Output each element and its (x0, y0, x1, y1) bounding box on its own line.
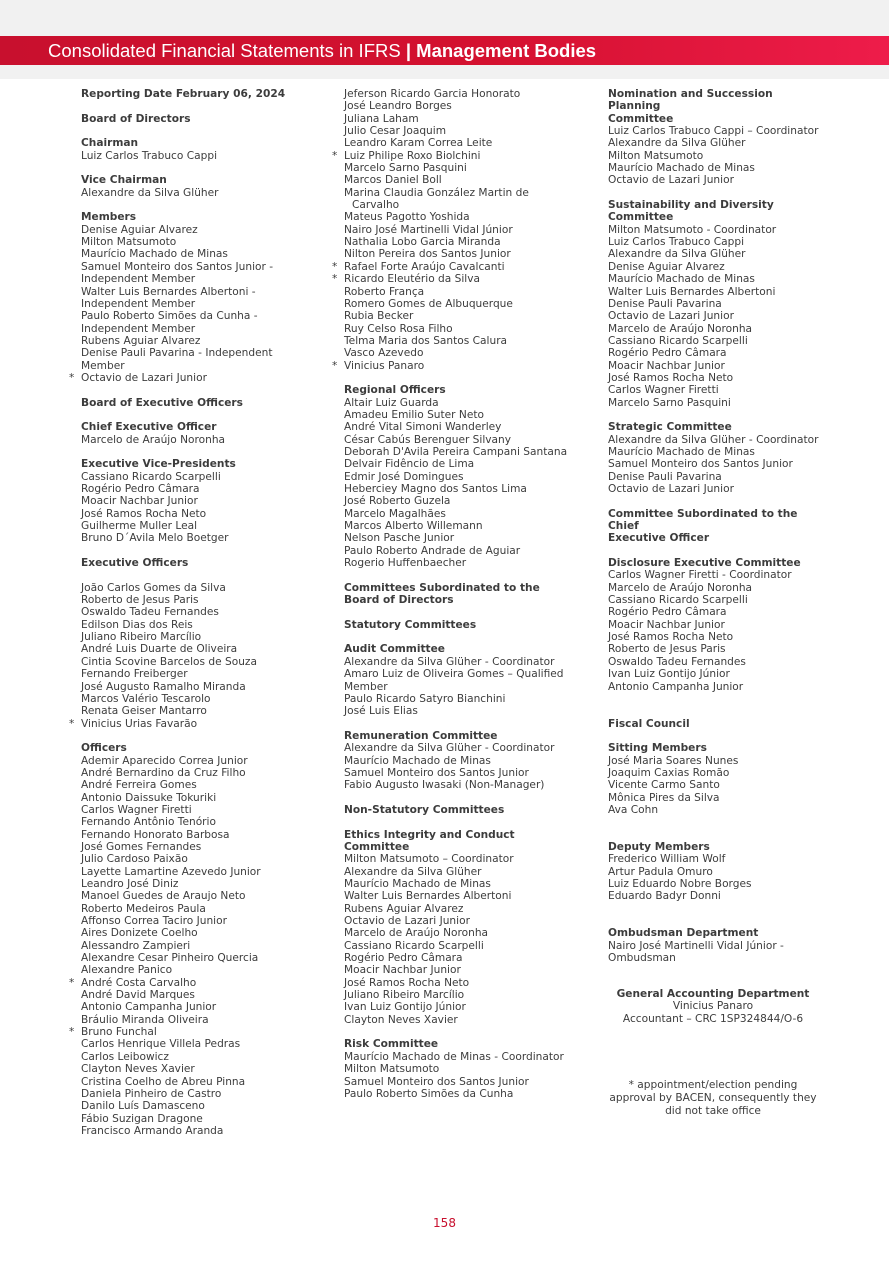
list-item: Luiz Carlos Trabuco Cappi (608, 236, 745, 249)
list-item: Oswaldo Tadeu Fernandes (608, 655, 746, 668)
list-item: Cassiano Ricardo Scarpelli (608, 594, 748, 607)
list-item: Eduardo Badyr Donni (608, 890, 721, 903)
list-item: Joaquim Caxias Romão (608, 766, 730, 779)
spacer (608, 705, 823, 717)
list-item: Alexandre da Silva Glüher (81, 186, 219, 199)
list-item: Alexandre Cesar Pinheiro Quercia (81, 952, 259, 965)
report-title: Consolidated Financial Statements in IFRS (48, 40, 401, 61)
section-heading: Deputy Members (608, 840, 710, 853)
list-item: Carlos Wagner Firetti (608, 384, 719, 397)
list-item: * André Costa Carvalho (81, 977, 331, 989)
spacer (608, 495, 823, 507)
spacer (608, 693, 823, 705)
list-item: Leandro José Diniz (81, 878, 179, 890)
section-heading: Ethics Integrity and Conduct (344, 828, 515, 841)
list-item: Octavio de Lazari Junior (608, 174, 734, 187)
list-item: Alexandre da Silva Glüher (608, 248, 746, 261)
list-item: Rogério Pedro Câmara (344, 952, 463, 965)
list-item: Walter Luis Bernardes Albertoni (344, 890, 512, 903)
page-number: 158 (433, 1216, 456, 1230)
section-heading: Sitting Members (608, 742, 707, 755)
list-item: Fernando Honorato Barbosa (81, 828, 230, 841)
list-item: José Maria Soares Nunes (608, 754, 739, 767)
list-item: Ruy Celso Rosa Filho (344, 322, 453, 335)
list-item: Vasco Azevedo (344, 347, 424, 360)
list-item: Samuel Monteiro dos Santos Junior (344, 766, 529, 779)
general-accounting-block (608, 988, 818, 1025)
accounting-title: General Accounting Department (616, 988, 810, 1000)
spacer (344, 606, 599, 618)
list-item: Nairo José Martinelli Vidal Júnior (344, 223, 513, 236)
section-heading: Executive Officers (81, 557, 189, 570)
list-item: * Vinicius Urias Favarão (81, 718, 331, 730)
spacer (344, 631, 599, 643)
spacer (81, 730, 331, 742)
list-item: Oswaldo Tadeu Fernandes (81, 606, 219, 619)
section-heading: Risk Committee (344, 1038, 439, 1051)
list-item: Carlos Leibowicz (81, 1050, 169, 1063)
list-item: Marcelo Magalhães (344, 507, 446, 520)
section-heading: Chairman (81, 137, 139, 150)
list-item: Clayton Neves Xavier (81, 1063, 195, 1076)
list-item: Denise Pauli Pavarina - Independent (81, 347, 273, 360)
list-item: * Rafael Forte Araújo Cavalcanti (344, 261, 599, 273)
list-item: Milton Matsumoto (81, 236, 177, 249)
list-item: José Ramos Rocha Neto (81, 507, 207, 520)
list-item: Samuel Monteiro dos Santos Junior (344, 1075, 529, 1088)
list-item: Ivan Luiz Gontijo Júnior (344, 1001, 466, 1014)
page-title (48, 36, 596, 65)
list-item: Marcelo de Araújo Noronha (344, 927, 489, 940)
list-item: Rubens Aguiar Alvarez (81, 334, 201, 347)
list-item: Marcos Valério Tescarolo (81, 692, 211, 705)
list-item: Independent Member (81, 273, 196, 286)
section-heading: Chief Executive Officer (81, 421, 217, 434)
list-item: Octavio de Lazari Junior (608, 310, 734, 323)
list-item: Deborah D'Avila Pereira Campani Santana (344, 445, 568, 458)
section-heading: Strategic Committee (608, 421, 732, 434)
list-item: Ombudsman (608, 952, 676, 965)
section-heading: Executive Officer (608, 532, 710, 545)
list-item: Paulo Roberto Simões da Cunha - (81, 310, 258, 323)
list-item: Amadeu Emilio Suter Neto (344, 408, 484, 421)
spacer (81, 162, 331, 174)
section-heading: Regional Officers (344, 384, 446, 397)
list-item: Maurício Machado de Minas (608, 445, 755, 458)
list-item: Juliano Ribeiro Marcílio (344, 989, 465, 1002)
list-item: Nelson Pasche Junior (344, 532, 455, 545)
section-heading: Committee (344, 840, 410, 853)
list-item: Nilton Pereira dos Santos Junior (344, 248, 511, 261)
top-margin-strip (0, 0, 889, 36)
spacer (344, 718, 599, 730)
spacer (608, 409, 823, 421)
list-item: Marcelo Sarno Pasquini (608, 396, 731, 409)
column-right (608, 88, 823, 964)
list-item: José Ramos Rocha Neto (608, 371, 734, 384)
list-item: André Ferreira Gomes (81, 779, 197, 792)
list-item: Independent Member (81, 322, 196, 335)
list-item: * Ricardo Eleutério da Silva (344, 273, 599, 285)
list-item: Juliana Laham (344, 112, 419, 125)
header-bar (0, 36, 889, 65)
section-heading: Members (81, 211, 137, 224)
list-item: Mônica Pires da Silva (608, 791, 720, 804)
list-item: Maurício Machado de Minas - Coordinator (344, 1050, 564, 1063)
list-item: Cassiano Ricardo Scarpelli (344, 939, 484, 952)
list-item: Samuel Monteiro dos Santos Junior (608, 458, 793, 471)
spacer (344, 569, 599, 581)
spacer (81, 446, 331, 458)
section-heading: Reporting Date February 06, 2024 (81, 88, 286, 100)
list-item: * Bruno Funchal (81, 1026, 331, 1038)
list-item: Paulo Ricardo Satyro Bianchini (344, 692, 506, 705)
section-heading: Nomination and Succession Planning (608, 88, 773, 113)
list-item: Fernando Antônio Tenório (81, 816, 216, 829)
list-item: Rubens Aguiar Alvarez (344, 902, 464, 915)
list-item: Antonio Daissuke Tokuriki (81, 791, 217, 804)
list-item: Mateus Pagotto Yoshida (344, 211, 470, 224)
list-item: Maurício Machado de Minas (344, 878, 491, 890)
list-item: * Vinicius Panaro (344, 360, 599, 372)
section-heading: Vice Chairman (81, 174, 167, 187)
list-item: Rogerio Huffenbaecher (344, 557, 467, 570)
spacer (608, 816, 823, 828)
list-item: Maurício Machado de Minas (608, 273, 755, 286)
list-item: * Luiz Philipe Roxo Biolchini (344, 150, 599, 162)
list-item: Maurício Machado de Minas (344, 754, 491, 767)
list-item: Cristina Coelho de Abreu Pinna (81, 1075, 246, 1088)
list-item: Milton Matsumoto - Coordinator (608, 223, 777, 236)
spacer (608, 730, 823, 742)
list-item: Juliano Ribeiro Marcílio (81, 631, 202, 644)
title-separator: | (400, 40, 417, 61)
list-item: Edmir José Domingues (344, 470, 464, 483)
list-item: Nairo José Martinelli Vidal Júnior - (608, 939, 784, 952)
list-item: Cintia Scovine Barcelos de Souza (81, 655, 257, 668)
list-item: André Bernardino da Cruz Filho (81, 766, 246, 779)
list-item: Vicente Carmo Santo (608, 779, 720, 792)
list-item: Antonio Campanha Junior (608, 680, 744, 693)
list-item: Clayton Neves Xavier (344, 1013, 458, 1026)
section-heading: Sustainability and Diversity (608, 199, 774, 212)
list-item: Carlos Henrique Villela Pedras (81, 1038, 241, 1051)
section-heading: Committee (608, 112, 674, 125)
list-item: André Vital Simoni Wanderley (344, 421, 502, 434)
section-heading: Board of Directors (344, 594, 454, 607)
spacer (81, 569, 331, 581)
spacer (344, 1026, 599, 1038)
spacer (81, 199, 331, 211)
list-item: Antonio Campanha Junior (81, 1001, 217, 1014)
spacer (608, 915, 823, 927)
list-item: Rogério Pedro Câmara (608, 347, 727, 360)
list-item: Alexandre da Silva Glüher - Coordinator (608, 433, 819, 446)
list-item: Cassiano Ricardo Scarpelli (608, 334, 748, 347)
list-item: Layette Lamartine Azevedo Junior (81, 865, 261, 878)
list-item: André David Marques (81, 989, 195, 1002)
list-item: Maurício Machado de Minas (608, 162, 755, 175)
spacer (608, 829, 823, 841)
list-item: Denise Pauli Pavarina (608, 297, 722, 310)
list-item: José Ramos Rocha Neto (344, 976, 470, 989)
list-item: Leandro Karam Correa Leite (344, 137, 493, 150)
list-item: Alexandre da Silva Glüher (344, 865, 482, 878)
list-item: João Carlos Gomes da Silva (81, 581, 226, 594)
list-item: Affonso Correa Taciro Junior (81, 915, 227, 928)
spacer (344, 372, 599, 384)
list-item: Altair Luiz Guarda (344, 396, 439, 409)
list-item: Luiz Carlos Trabuco Cappi (81, 149, 218, 162)
list-item: Frederico William Wolf (608, 853, 726, 866)
list-item: Milton Matsumoto (344, 1063, 440, 1076)
list-item: Marcos Daniel Boll (344, 174, 442, 187)
list-item: Denise Pauli Pavarina (608, 470, 722, 483)
list-item: Marcelo de Araújo Noronha (608, 322, 753, 335)
list-item: José Leandro Borges (344, 100, 452, 113)
list-item: Renata Geiser Mantarro (81, 705, 207, 718)
list-item: Fabio Augusto Iwasaki (Non-Manager) (344, 779, 545, 792)
list-item: Alexandre da Silva Glüher (608, 137, 746, 150)
list-item: Cassiano Ricardo Scarpelli (81, 470, 221, 483)
list-item: Maurício Machado de Minas (81, 248, 228, 261)
list-item: Denise Aguiar Alvarez (608, 260, 725, 273)
section-heading: Board of Directors (81, 112, 191, 125)
list-item: Carlos Wagner Firetti - Coordinator (608, 569, 792, 582)
list-item: Walter Luis Bernardes Albertoni - (81, 285, 256, 298)
list-item: Fernando Freiberger (81, 668, 188, 681)
section-heading: Officers (81, 742, 127, 755)
list-item: Roberto França (344, 285, 425, 298)
column-left (81, 88, 331, 1137)
section-heading: Remuneration Committee (344, 729, 498, 742)
section-heading: Audit Committee (344, 643, 445, 656)
list-item: José Augusto Ramalho Miranda (81, 680, 246, 693)
list-item: Romero Gomes de Albuquerque (344, 297, 513, 310)
list-item: Milton Matsumoto – Coordinator (344, 853, 514, 866)
list-item: Ivan Luiz Gontijo Júnior (608, 668, 730, 681)
list-item: Samuel Monteiro dos Santos Junior - (81, 260, 274, 273)
spacer (608, 187, 823, 199)
list-item: Paulo Roberto Simões da Cunha (344, 1087, 514, 1100)
section-heading: Committee (608, 211, 674, 224)
list-item: Amaro Luiz de Oliveira Gomes – Qualified (344, 668, 564, 681)
column-middle (344, 88, 599, 1100)
list-item: Independent Member (81, 297, 196, 310)
list-item: Marcelo Sarno Pasquini (344, 162, 467, 175)
list-item: Edilson Dias dos Reis (81, 618, 193, 631)
accountant-role: Accountant – CRC 1SP324844/O-6 (622, 1012, 804, 1025)
section-heading: Non-Statutory Committees (344, 803, 505, 816)
list-item: José Gomes Fernandes (81, 840, 202, 853)
footnote: * appointment/election pending approval by BACEN, consequently they did not take office (609, 1079, 817, 1117)
list-item: Julio Cesar Joaquim (344, 125, 447, 138)
list-item: Marina Claudia González Martin de (344, 186, 529, 199)
section-heading: Statutory Committees (344, 618, 477, 631)
list-item: Roberto de Jesus Paris (81, 594, 199, 607)
list-item: Guilherme Muller Leal (81, 520, 198, 533)
list-item: Moacir Nachbar Junior (608, 618, 725, 631)
section-title: Management Bodies (416, 40, 597, 61)
list-item: Aires Donizete Coelho (81, 927, 198, 940)
section-heading: Disclosure Executive Committee (608, 557, 801, 570)
list-item: Bruno D´Avila Melo Boetger (81, 532, 229, 545)
list-item: Carlos Wagner Firetti (81, 803, 192, 816)
section-heading: Committee Subordinated to the Chief (608, 507, 798, 533)
list-item: José Luis Elias (344, 705, 418, 718)
spacer (81, 545, 331, 557)
list-item: Member (81, 359, 125, 372)
list-item: Walter Luis Bernardes Albertoni (608, 285, 776, 298)
list-item: Marcelo de Araújo Noronha (81, 433, 226, 446)
list-item: Heberciey Magno dos Santos Lima (344, 483, 527, 495)
list-item: Marcos Alberto Willemann (344, 520, 483, 533)
section-heading: Executive Vice-Presidents (81, 458, 236, 471)
list-item: Octavio de Lazari Junior (344, 915, 470, 928)
list-item: Ademir Aparecido Correa Junior (81, 754, 248, 767)
list-item: Rubia Becker (344, 310, 414, 323)
list-item: Rogério Pedro Câmara (608, 606, 727, 619)
list-item: André Luis Duarte de Oliveira (81, 643, 238, 656)
list-item: César Cabús Berenguer Silvany (344, 433, 512, 446)
list-item: Alexandre da Silva Glüher - Coordinator (344, 655, 555, 668)
list-item: Milton Matsumoto (608, 149, 704, 162)
list-item: Fábio Suzigan Dragone (81, 1112, 203, 1125)
list-item: Julio Cardoso Paixão (81, 853, 188, 866)
list-item: Rogério Pedro Câmara (81, 483, 200, 495)
list-item: Luiz Eduardo Nobre Borges (608, 878, 752, 890)
list-item: Moacir Nachbar Junior (608, 359, 725, 372)
list-item: Carvalho (352, 199, 400, 212)
list-item: Alexandre da Silva Glüher - Coordinator (344, 742, 555, 755)
spacer (608, 903, 823, 915)
list-item: Paulo Roberto Andrade de Aguiar (344, 544, 521, 557)
list-item: Bráulio Miranda Oliveira (81, 1013, 209, 1026)
section-heading: Board of Executive Officers (81, 396, 243, 409)
spacer (344, 816, 599, 828)
section-heading: Ombudsman Department (608, 927, 759, 940)
list-item: Jeferson Ricardo Garcia Honorato (344, 88, 521, 100)
list-item: Roberto Medeiros Paula (81, 902, 206, 915)
section-heading: Fiscal Council (608, 717, 690, 730)
list-item: Moacir Nachbar Junior (81, 495, 198, 508)
list-item: Delvair Fidêncio de Lima (344, 458, 475, 471)
list-item: Octavio de Lazari Junior (608, 483, 734, 495)
list-item: Luiz Carlos Trabuco Cappi – Coordinator (608, 125, 819, 138)
list-item: Nathalia Lobo Garcia Miranda (344, 236, 501, 249)
list-item: Marcelo de Araújo Noronha (608, 581, 753, 594)
spacer (81, 409, 331, 421)
accountant-name: Vinicius Panaro (672, 1000, 754, 1013)
list-item: Daniela Pinheiro de Castro (81, 1087, 222, 1100)
spacer (81, 125, 331, 137)
list-item: Manoel Guedes de Araujo Neto (81, 890, 246, 903)
spacer (344, 792, 599, 804)
list-item: Alessandro Zampieri (81, 939, 191, 952)
list-item: Denise Aguiar Alvarez (81, 223, 198, 236)
list-item: Moacir Nachbar Junior (344, 964, 461, 977)
spacer (81, 100, 331, 112)
header-sub-strip (0, 65, 889, 79)
spacer (608, 545, 823, 557)
spacer (81, 384, 331, 396)
list-item: Alexandre Panico (81, 964, 173, 977)
list-item: * Octavio de Lazari Junior (81, 372, 331, 384)
list-item: Danilo Luís Damasceno (81, 1100, 205, 1113)
list-item: Artur Padula Omuro (608, 865, 713, 878)
list-item: Member (344, 680, 388, 693)
list-item: Ava Cohn (608, 803, 659, 816)
list-item: Telma Maria dos Santos Calura (344, 334, 508, 347)
list-item: José Ramos Rocha Neto (608, 631, 734, 644)
list-item: Francisco Armando Aranda (81, 1124, 224, 1137)
list-item: Roberto de Jesus Paris (608, 643, 726, 656)
list-item: José Roberto Guzela (344, 495, 451, 508)
section-heading: Committees Subordinated to the (344, 581, 540, 594)
